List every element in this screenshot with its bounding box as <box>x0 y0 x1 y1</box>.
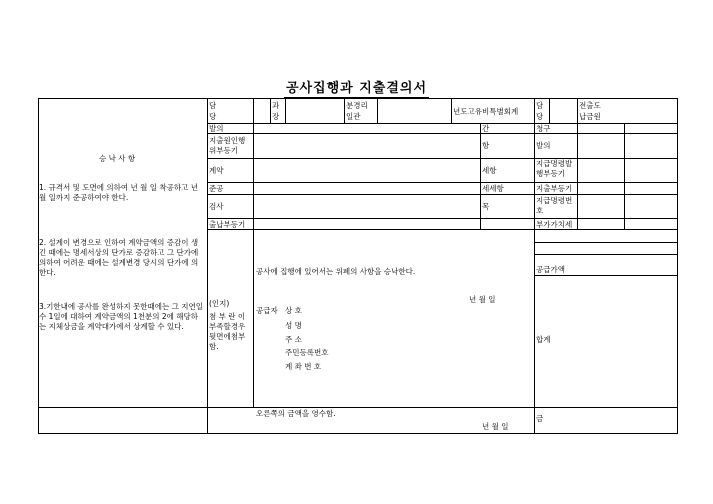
divider <box>270 99 271 123</box>
supplier-label: 공급자 <box>256 306 278 315</box>
divider <box>207 194 678 195</box>
divider <box>253 229 254 407</box>
approval-dang-2: 당 <box>536 112 544 121</box>
label-jichul-wonin: 지출원인행 위부등기 <box>209 136 246 155</box>
approval-napgeum-won: 납금원 <box>579 112 601 121</box>
label-jigeum-myeong-beonho: 지급명령번 호 <box>536 196 573 215</box>
divider <box>207 99 208 434</box>
form-frame <box>38 98 678 434</box>
label-gan: 간 <box>482 124 490 133</box>
divider <box>534 99 535 434</box>
approval-jang: 장 <box>272 112 280 121</box>
divider <box>344 99 345 123</box>
fiscal-year-label: 년도고유비특별회계 <box>453 107 519 116</box>
left-heading: 승 낙 사 항 <box>99 154 136 163</box>
approval-jeonchul-do: 전출도 <box>579 101 601 110</box>
divider <box>207 182 678 183</box>
divider <box>534 275 678 276</box>
label-geum: 금 <box>536 414 544 423</box>
label-mok: 목 <box>482 202 490 211</box>
divider <box>207 123 678 124</box>
divider <box>207 158 678 159</box>
divider <box>534 254 678 255</box>
divider <box>207 229 678 230</box>
label-jichul-budeunggi: 지출부등기 <box>536 184 573 193</box>
document-title: 공사집행과 지출결의서 <box>285 81 428 96</box>
label-hang: 항 <box>482 141 490 150</box>
clause-1: 1. 규격서 및 도면에 의하여 년 월 일 착공하고 년 월 일까지 준공하여야 한다. <box>39 183 199 202</box>
label-balui-right: 발의 <box>536 141 551 150</box>
supplier-jumin: 주민등록번호 <box>285 348 329 357</box>
consent-date: 년 월 일 <box>469 295 496 304</box>
label-jigeum-myeong-balhaeng: 지급명령발 행부등기 <box>536 159 573 178</box>
divider <box>253 99 254 229</box>
label-hapgye: 합계 <box>536 335 551 344</box>
receipt-text: 오른쪽의 금액을 영수함. <box>256 409 336 418</box>
clause-2: 2. 설계이 변경으로 인하여 계약금액의 증감이 생긴 때에는 명세서상의 단가로 증감하고 그 단가에 의하여 어려운 때에는 설계변경 당시의 단가에 의한다. <box>39 238 199 277</box>
consent-text: 공사에 집행에 있어서는 위폐의 사항을 승낙한다. <box>256 267 416 276</box>
clause-3: 3.기한내에 공사를 완성하지 못한때에는 그 지연일수 1일에 대하여 계약금액의 1천분의 2에 해당하는 지체상금을 계약대가에서 상계할 수 있다. <box>39 302 203 331</box>
label-jungong: 준공 <box>209 184 224 193</box>
approval-dam: 담 <box>209 101 217 110</box>
receipt-date: 년 월 일 <box>482 422 509 431</box>
supplier-sangho: 상 호 <box>285 306 302 315</box>
divider <box>207 133 678 134</box>
divider <box>534 242 678 243</box>
label-gonggeup-gaaek: 공급가액 <box>536 265 565 274</box>
label-gyeyak: 계약 <box>209 166 224 175</box>
supplier-juso: 주 소 <box>285 335 302 344</box>
divider <box>480 123 481 229</box>
divider <box>451 99 452 123</box>
label-bugagachise: 부가가치세 <box>536 220 573 229</box>
approval-dam-2: 담 <box>536 101 544 110</box>
approval-bun-gyeong-ri: 분경리 <box>346 101 368 110</box>
divider <box>285 99 286 123</box>
divider <box>207 218 678 219</box>
divider <box>577 99 578 229</box>
label-balui: 발의 <box>209 124 224 133</box>
label-chulnap-budeunggi: 출납부등기 <box>209 220 246 229</box>
label-se-se-hang: 세세항 <box>482 184 504 193</box>
stamp-label: (인지) <box>209 299 230 308</box>
supplier-seongmyeong: 성 명 <box>285 321 302 330</box>
label-cheonggu: 청구 <box>536 124 551 133</box>
stamp-note: 첨 부 란 이 부족할경우 뒷면에첨부 함. <box>209 312 246 351</box>
divider <box>39 407 678 408</box>
approval-dang: 당 <box>209 112 217 121</box>
supplier-gyejwa: 계 좌 번 호 <box>285 362 322 371</box>
divider <box>377 99 378 123</box>
label-geomsa: 검사 <box>209 202 224 211</box>
label-se-hang: 세항 <box>482 166 497 175</box>
approval-gwa: 과 <box>272 101 280 110</box>
divider <box>549 99 550 123</box>
approval-il-gwan: 일관 <box>346 112 361 121</box>
divider <box>624 123 625 229</box>
